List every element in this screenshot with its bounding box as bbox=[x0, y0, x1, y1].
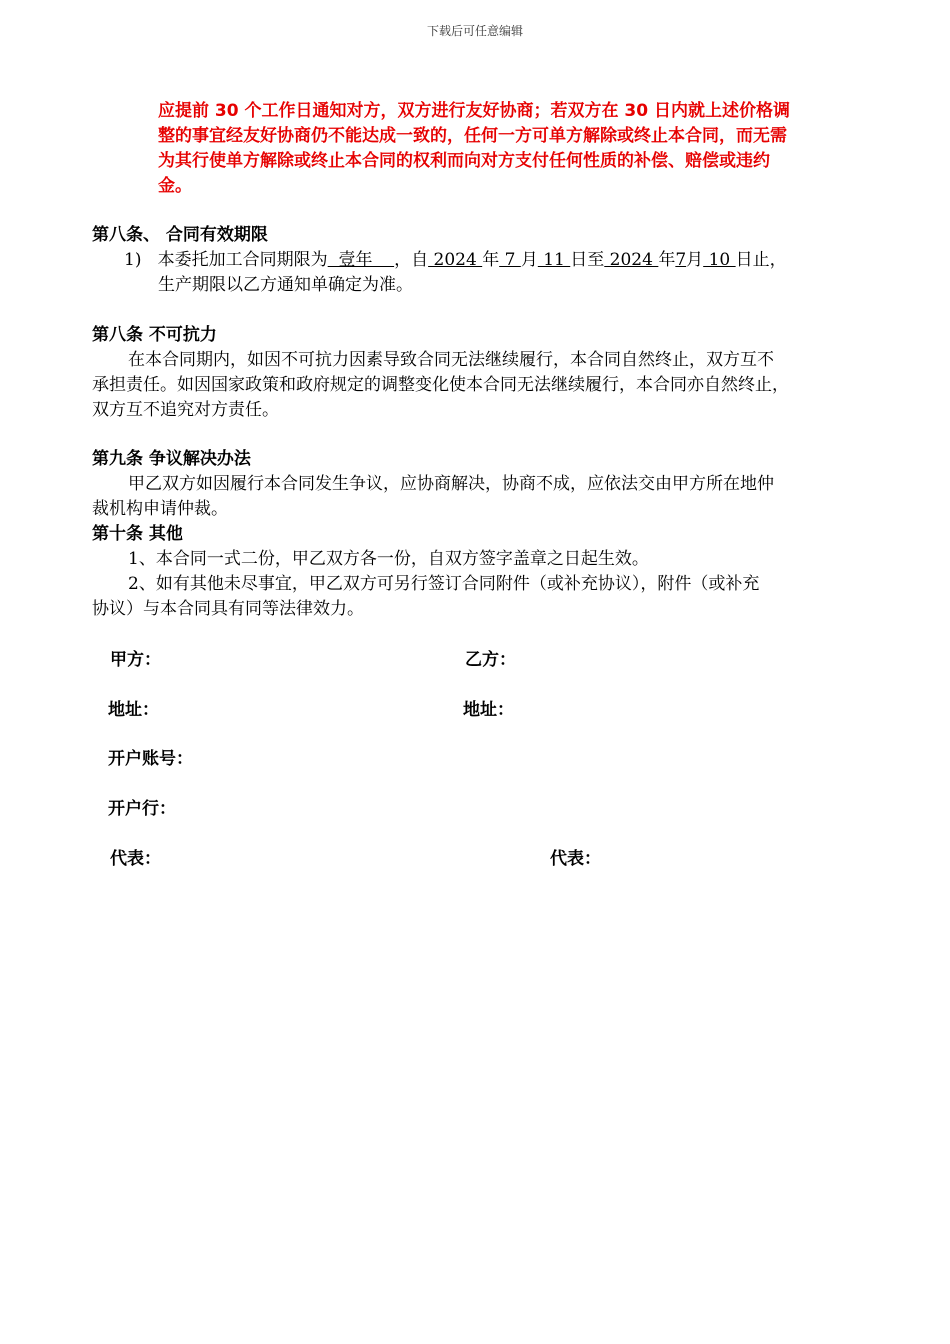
red-paragraph-line-4: 金。 bbox=[158, 176, 192, 196]
term-value: 壹年 bbox=[327, 250, 395, 270]
address-b-label: 地址： bbox=[463, 700, 514, 720]
red-paragraph-line-1: 应提前 30 个工作日通知对方，双方进行友好协商；若双方在 30 日内就上述价格调 bbox=[158, 101, 790, 121]
day-end: 日止， bbox=[735, 250, 787, 270]
article8b-heading: 第八条 不可抗力 bbox=[92, 325, 217, 345]
rep-b-label: 代表： bbox=[550, 849, 601, 869]
party-a-label: 甲方： bbox=[110, 650, 161, 670]
end-year: 2024 bbox=[604, 250, 659, 270]
article9-heading: 第九条 争议解决办法 bbox=[92, 449, 251, 469]
article8-heading: 第八条、 合同有效期限 bbox=[92, 225, 268, 245]
article10-line-1: 1、本合同一式二份，甲乙双方各一份，自双方签字盖章之日起生效。 bbox=[128, 549, 649, 569]
month-char: 月 bbox=[686, 250, 704, 270]
end-month: 7 bbox=[675, 250, 687, 270]
start-day: 11 bbox=[537, 250, 571, 270]
year-char: 年 bbox=[482, 250, 500, 270]
red-paragraph-line-3: 为其行使单方解除或终止本合同的权利而向对方支付任何性质的补偿、赔偿或违约 bbox=[158, 151, 770, 171]
end-day: 10 bbox=[703, 250, 736, 270]
start-month: 7 bbox=[499, 250, 521, 270]
term-prefix: 本委托加工合同期限为 bbox=[157, 250, 328, 270]
article10-line-3: 协议）与本合同具有同等法律效力。 bbox=[92, 599, 364, 619]
party-b-label: 乙方： bbox=[465, 650, 516, 670]
month-char: 月 bbox=[520, 250, 538, 270]
term-comma: ，自 bbox=[394, 250, 429, 270]
article8b-line-3: 双方互不追究对方责任。 bbox=[92, 400, 279, 420]
article10-heading: 第十条 其他 bbox=[92, 524, 183, 544]
day-to: 日至 bbox=[570, 250, 605, 270]
article9-line-2: 裁机构申请仲裁。 bbox=[92, 499, 228, 519]
article8-item-line-1 bbox=[124, 245, 787, 270]
bank-label: 开户行： bbox=[108, 799, 176, 819]
red-paragraph-line-2: 整的事宜经友好协商仍不能达成一致的，任何一方可单方解除或终止本合同，而无需 bbox=[158, 126, 787, 146]
article8b-line-2: 承担责任。如因国家政策和政府规定的调整变化使本合同无法继续履行，本合同亦自然终止， bbox=[92, 375, 789, 395]
article8b-line-1: 在本合同期内，如因不可抗力因素导致合同无法继续履行，本合同自然终止，双方互不 bbox=[128, 350, 774, 370]
start-year: 2024 bbox=[428, 250, 483, 270]
article9-line-1: 甲乙双方如因履行本合同发生争议，应协商解决，协商不成，应依法交由甲方所在地仲 bbox=[128, 474, 774, 494]
article8-item-line-2: 生产期限以乙方通知单确定为准。 bbox=[158, 275, 413, 295]
page-header: 下载后可任意编辑 bbox=[426, 24, 523, 38]
address-a-label: 地址： bbox=[108, 700, 159, 720]
year-char: 年 bbox=[658, 250, 676, 270]
article10-line-2: 2、如有其他未尽事宜，甲乙双方可另行签订合同附件（或补充协议），附件（或补充 bbox=[128, 574, 760, 594]
rep-a-label: 代表： bbox=[110, 849, 161, 869]
account-label: 开户账号： bbox=[108, 749, 193, 769]
item-number: 1) bbox=[124, 250, 142, 270]
